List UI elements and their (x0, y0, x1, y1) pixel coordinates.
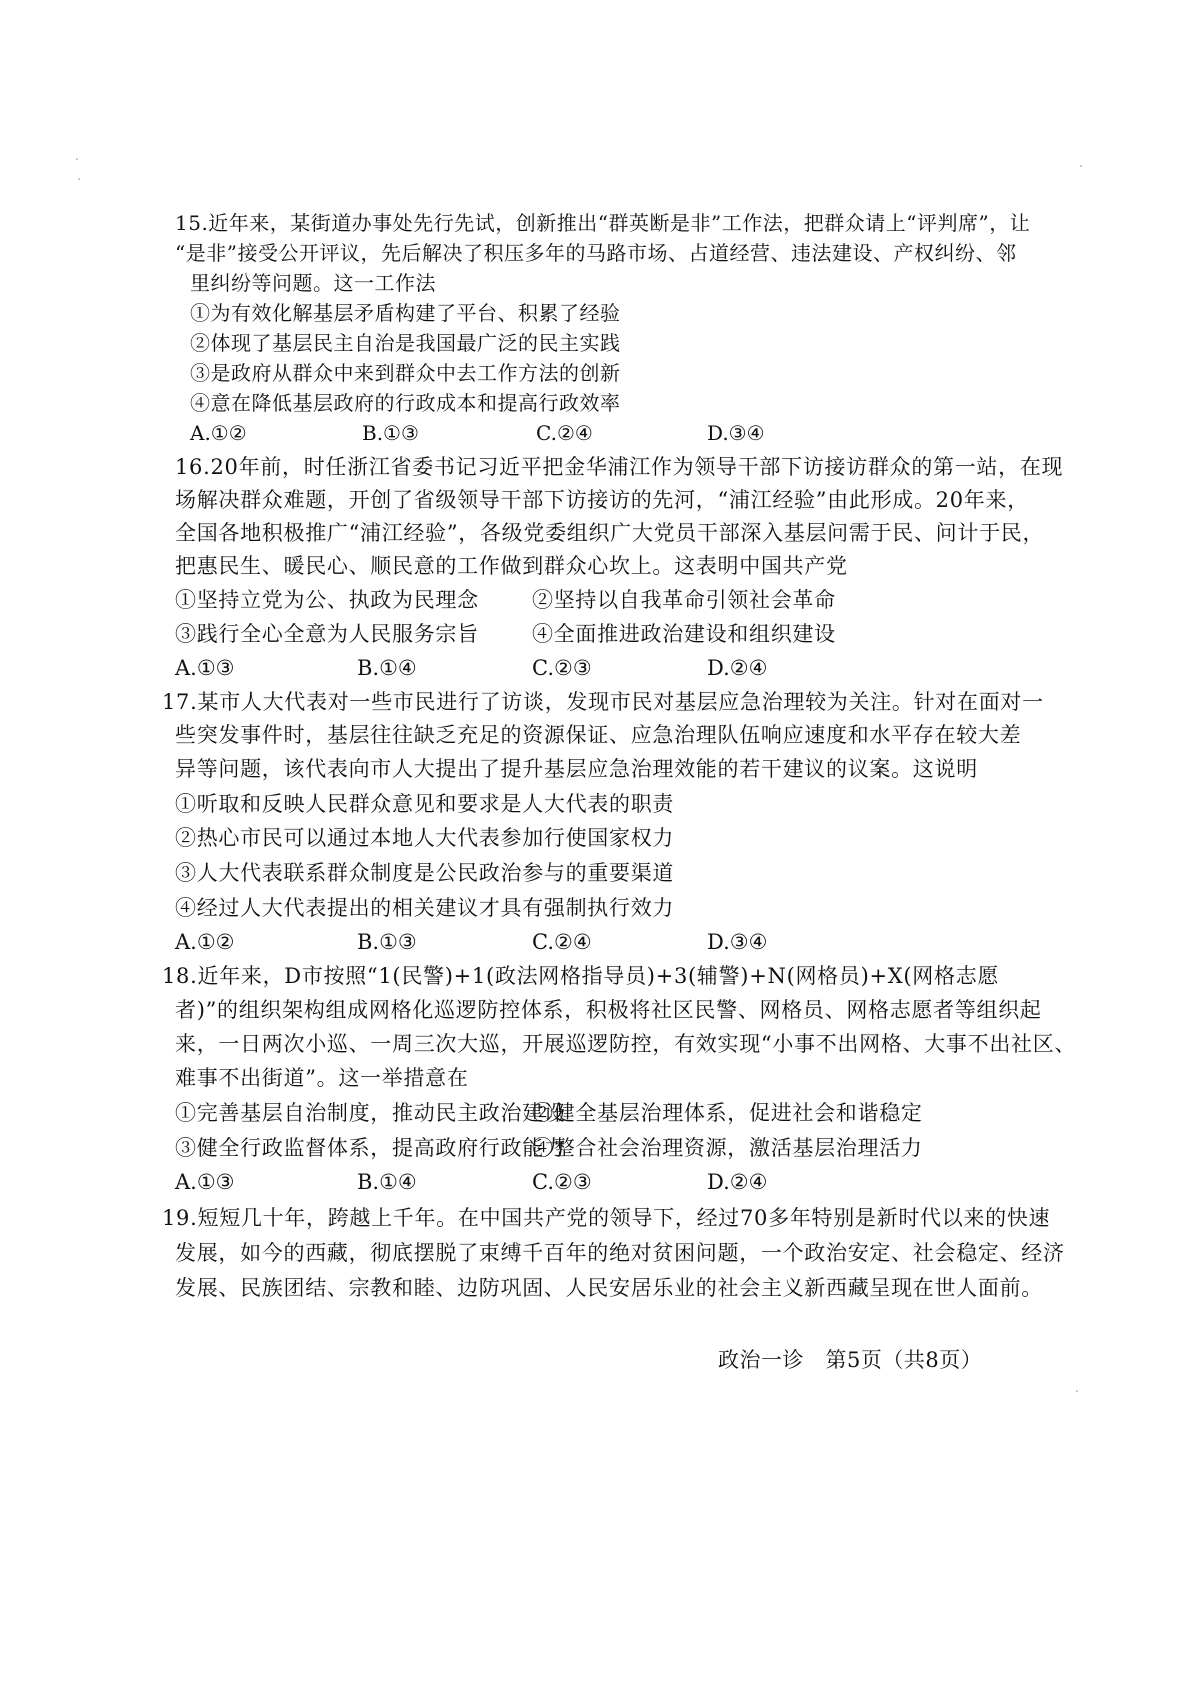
q16-stem-line-4: 把惠民生、暖民心、顺民意的工作做到群众心坎上。这表明中国共产党 (175, 554, 848, 578)
q17-item-1: ①听取和反映人民群众意见和要求是人大代表的职责 (175, 792, 675, 816)
q17-item-4: ④经过人大代表提出的相关建议才具有强制执行效力 (175, 896, 675, 920)
q18-item-2: ②健全基层治理体系，促进社会和谐稳定 (532, 1101, 923, 1125)
q16-stem-line-3: 全国各地积极推广“浦江经验”，各级党委组织广大党员干部深入基层问需于民、问计于民， (175, 521, 1045, 545)
q17-choice-a: A.①② (175, 930, 235, 954)
q17-item-3: ③人大代表联系群众制度是公民政治参与的重要渠道 (175, 861, 675, 885)
q15-choice-c: C.②④ (536, 421, 593, 445)
q16-item-3: ③践行全心全意为人民服务宗旨 (175, 622, 479, 646)
q18-stem-line-2: 者)”的组织架构组成网格化巡逻防控体系，积极将社区民警、网格员、网格志愿者等组织起 (175, 998, 1042, 1022)
q18-stem-line-1: 18.近年来，D市按照“1(民警)+1(政法网格指导员)+3(辅警)+N(网格员)+X(网格志愿 (162, 964, 1000, 988)
q15-stem-line-2: “是非”接受公开评议，先后解决了积压多年的马路市场、占道经营、违法建设、产权纠纷、邻 (175, 241, 1017, 265)
q17-stem-line-1: 17.某市人大代表对一些市民进行了访谈，发现市民对基层应急治理较为关注。针对在面对一 (162, 690, 1044, 714)
q15-choice-b: B.①③ (362, 421, 419, 445)
q17-choice-d: D.③④ (707, 930, 768, 954)
scan-speck (1076, 1390, 1078, 1392)
q17-stem-line-3: 异等问题，该代表向市人大提出了提升基层应急治理效能的若干建议的议案。这说明 (175, 757, 978, 781)
q15-item-2: ②体现了基层民主自治是我国最广泛的民主实践 (190, 331, 621, 355)
q16-item-1: ①坚持立党为公、执政为民理念 (175, 588, 479, 612)
q16-item-2: ②坚持以自我革命引领社会革命 (532, 588, 836, 612)
q17-choice-b: B.①③ (357, 930, 417, 954)
q15-item-3: ③是政府从群众中来到群众中去工作方法的创新 (190, 361, 621, 385)
q15-choice-d: D.③④ (707, 421, 765, 445)
q16-choice-a: A.①③ (175, 656, 235, 680)
q19-stem-line-2: 发展，如今的西藏，彻底摆脱了束缚千百年的绝对贫困问题，一个政治安定、社会稳定、经济 (175, 1241, 1065, 1265)
q16-choice-b: B.①④ (357, 656, 417, 680)
q17-stem-line-2: 些突发事件时，基层往往缺乏充足的资源保证、应急治理队伍响应速度和水平存在较大差 (175, 723, 1022, 747)
q18-item-1: ①完善基层自治制度，推动民主政治建设 (175, 1101, 566, 1125)
scan-speck (76, 158, 78, 160)
q15-item-4: ④意在降低基层政府的行政成本和提高行政效率 (190, 391, 621, 415)
q18-choice-a: A.①③ (175, 1170, 235, 1194)
q17-choice-c: C.②④ (532, 930, 592, 954)
q18-choice-c: C.②③ (532, 1170, 592, 1194)
q18-item-3: ③健全行政监督体系，提高政府行政能力 (175, 1136, 566, 1160)
q15-choice-a: A.①② (190, 421, 247, 445)
page-footer: 政治一诊 第5页（共8页） (718, 1348, 983, 1372)
q15-stem-line-3: 里纠纷等问题。这一工作法 (190, 271, 436, 295)
q18-choice-b: B.①④ (357, 1170, 417, 1194)
scan-speck (1080, 165, 1082, 167)
q16-stem-line-2: 场解决群众难题，开创了省级领导干部下访接访的先河，“浦江经验”由此形成。20年来， (175, 488, 1029, 512)
q18-stem-line-4: 难事不出街道”。这一举措意在 (175, 1066, 469, 1090)
q16-item-4: ④全面推进政治建设和组织建设 (532, 622, 836, 646)
q19-stem-line-3: 发展、民族团结、宗教和睦、边防巩固、人民安居乐业的社会主义新西藏呈现在世人面前。 (175, 1276, 1043, 1300)
q16-stem-line-1: 16.20年前，时任浙江省委书记习近平把金华浦江作为领导干部下访接访群众的第一站，在现 (175, 455, 1064, 479)
q19-stem-line-1: 19.短短几十年，跨越上千年。在中国共产党的领导下，经过70多年特别是新时代以来的快速 (162, 1206, 1051, 1230)
scan-speck (78, 178, 80, 180)
q15-stem-line-1: 15.近年来，某街道办事处先行先试，创新推出“群英断是非”工作法，把群众请上“评判席”，让 (175, 211, 1031, 235)
q17-item-2: ②热心市民可以通过本地人大代表参加行使国家权力 (175, 826, 675, 850)
q18-item-4: ④整合社会治理资源，激活基层治理活力 (532, 1136, 923, 1160)
q15-item-1: ①为有效化解基层矛盾构建了平台、积累了经验 (190, 301, 621, 325)
q16-choice-d: D.②④ (707, 656, 768, 680)
q18-choice-d: D.②④ (707, 1170, 768, 1194)
q18-stem-line-3: 来，一日两次小巡、一周三次大巡，开展巡逻防控，有效实现“小事不出网格、大事不出社区、 (175, 1032, 1077, 1056)
q16-choice-c: C.②③ (532, 656, 592, 680)
